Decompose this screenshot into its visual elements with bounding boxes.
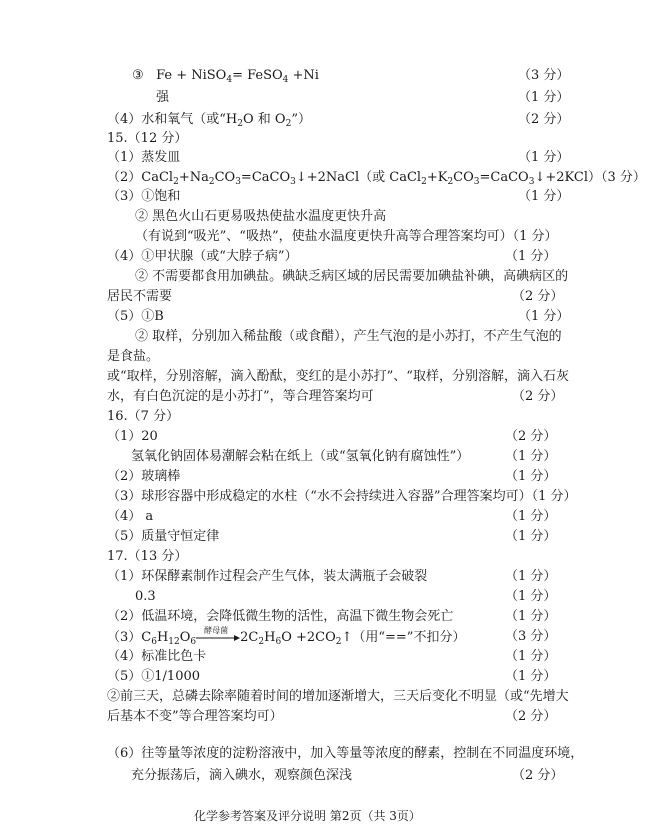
q15-l6-score: （1 分）: [505, 249, 557, 264]
eq-part: O: [179, 630, 191, 645]
eq-sub: 3: [473, 177, 480, 187]
q16-header: 16.（7 分）: [107, 409, 180, 424]
q17-l5-score: （1 分）: [505, 649, 557, 664]
q15-l4: ② 黑色火山石更易吸热使盐水温度更快升高: [135, 209, 387, 224]
q17-header: 17.（13 分）: [107, 549, 188, 564]
eq-part: Fe + NiSO: [156, 68, 227, 83]
eq-part: （3）C: [107, 630, 152, 645]
q17-l3: （2）低温环境，会降低微生物的活性，高温下微生物会死亡: [107, 609, 454, 624]
q17-l4-equation: [107, 626, 466, 647]
eq-part: = FeSO: [232, 68, 283, 83]
q16-l2-score: （1 分）: [505, 449, 557, 464]
q15-l9-score: （1 分）: [518, 309, 570, 324]
eq-sub: 2: [208, 177, 215, 187]
eq-part: H: [264, 630, 276, 645]
eq-part: ↓+2KCl）（3 分）: [534, 170, 646, 185]
q17-l4-score: （3 分）: [505, 629, 557, 644]
eq-part: CO: [214, 170, 236, 185]
q15-l13-score: （2 分）: [512, 389, 564, 404]
page-footer: 化学参考答案及评分说明 第2页（共 3页）: [194, 809, 421, 823]
q17-l3-score: （1 分）: [505, 609, 557, 624]
text-part: ”）: [291, 112, 311, 127]
q14-strong-answer: 强: [156, 90, 170, 105]
q15-l13: 水，有白色沉淀的是小苏打”，等合理答案均可: [107, 389, 374, 404]
eq-sub: 4: [226, 75, 233, 85]
reaction-arrow: [196, 626, 240, 643]
eq-sub: 2: [421, 177, 427, 187]
q15-l1-score: （1 分）: [518, 150, 570, 165]
eq-part: +Na: [178, 170, 209, 185]
q17-l8: 后基本不变”等合理答案均可）: [107, 709, 283, 724]
q17-l10: 充分振荡后，滴入碘水，观察颜色深浅: [131, 768, 353, 783]
q16-l4: （3）球形容器中形成稳定的水柱（“水不会持续进入容器”合理答案均可）（1 分）: [107, 489, 577, 504]
eq-part: （2）CaCl: [107, 170, 174, 185]
q15-header: 15.（12 分）: [107, 131, 188, 146]
eq-sub: 3: [290, 177, 296, 187]
item-marker: ③: [132, 68, 144, 83]
q17-l2: 0.3: [135, 589, 156, 604]
eq-part: O +2CO: [281, 630, 336, 645]
q15-l12: 或“取样，分别溶解，滴入酚酞，变红的是小苏打”、“取样，分别溶解，滴入石灰: [107, 369, 569, 384]
text-part: （4）水和氧气（或“H: [107, 112, 238, 127]
eq-sub: 2: [173, 177, 179, 187]
q15-l9: （5）①B: [107, 309, 164, 324]
eq-part: =CaCO: [240, 170, 291, 185]
q16-l5-score: （1 分）: [505, 509, 557, 524]
q15-l3-score: （1 分）: [518, 189, 570, 204]
q15-l11: 是食盐。: [107, 349, 160, 364]
q17-l1-score: （1 分）: [505, 569, 557, 584]
q16-l6-score: （1 分）: [505, 529, 557, 544]
reaction-condition: 酵母菌: [204, 626, 229, 635]
q14-strong-score: （1 分）: [518, 90, 570, 105]
q16-l5: （4） a: [107, 509, 154, 524]
eq-sub: 3: [235, 177, 241, 187]
eq-sub: 2: [258, 637, 265, 647]
eq-part: +K: [426, 170, 448, 185]
eq-part: =CaCO: [479, 170, 529, 185]
eq-part: ↓+2NaCl（或 CaCl: [295, 170, 422, 185]
q17-l2-score: （1 分）: [505, 589, 557, 604]
eq-part: H: [156, 630, 169, 645]
q17-l8-score: （2 分）: [505, 709, 557, 724]
eq-part: 2C: [240, 630, 259, 645]
text-sub: 2: [285, 119, 292, 129]
q17-l7: ②前三天，总磷去除率随着时间的增加逐渐增大，三天后变化不明显（或“先增大: [107, 689, 569, 704]
q16-l6: （5）质量守恒定律: [107, 529, 220, 544]
eq-part: ↑（用“==”不扣分）: [341, 630, 466, 645]
eq-sub: 2: [335, 637, 342, 647]
q15-l2-equation: [107, 170, 646, 186]
q17-l9: （6）往等量等浓度的淀粉溶液中，加入等量等浓度的酵素，控制在不同温度环境，: [107, 746, 584, 761]
eq-sub: 12: [168, 637, 180, 647]
eq-sub: 4: [282, 75, 289, 85]
q17-l6: （5）①1/1000: [107, 669, 201, 684]
q16-l2: 氢氧化钠固体易潮解会粘在纸上（或“氢氧化钠有腐蚀性”）: [131, 449, 470, 464]
q15-l6: （4）①甲状腺（或“大脖子病”）: [107, 249, 298, 264]
q14-item4-score: （2 分）: [518, 112, 570, 127]
q17-l10-score: （2 分）: [512, 768, 564, 783]
q16-l3: （2）玻璃棒: [107, 469, 181, 484]
q17-l1: （1）环保酵素制作过程会产生气体，装太满瓶子会破裂: [107, 569, 428, 584]
q15-l8: 居民不需要: [107, 289, 173, 304]
q14-item4-answer: [107, 112, 311, 128]
text-sub: 2: [237, 119, 243, 129]
q16-l1: （1）20: [107, 429, 158, 444]
eq-sub: 6: [151, 637, 157, 647]
q14-item3-score: （3 分）: [518, 68, 570, 83]
eq-sub: 2: [447, 177, 454, 187]
eq-sub: 3: [528, 177, 535, 187]
q15-l1: （1）蒸发皿: [107, 150, 181, 165]
eq-sub: 6: [190, 637, 197, 647]
eq-part: +Ni: [288, 68, 319, 83]
q17-l6-score: （1 分）: [505, 669, 557, 684]
q15-l5: （有说到“吸光”、“吸热”，使盐水温度更快升高等合理答案均可）（1 分）: [135, 229, 558, 244]
q14-item3-equation: [132, 68, 319, 84]
eq-part: CO: [453, 170, 474, 185]
q16-l3-score: （1 分）: [505, 469, 557, 484]
q17-l5: （4）标准比色卡: [107, 649, 207, 664]
eq-sub: 6: [275, 637, 282, 647]
q16-l1-score: （2 分）: [505, 429, 557, 444]
q15-l7: ② 不需要都食用加碘盐。碘缺乏病区域的居民需要加碘盐补碘，高碘病区的: [135, 269, 569, 284]
q15-l8-score: （2 分）: [512, 289, 564, 304]
q15-l10: ② 取样，分别加入稀盐酸（或食醋），产生气泡的是小苏打，不产生气泡的: [135, 329, 562, 344]
text-part: O 和 O: [243, 112, 286, 127]
q15-l3: （3）①饱和: [107, 189, 181, 204]
arrow-right-icon: [196, 635, 240, 641]
